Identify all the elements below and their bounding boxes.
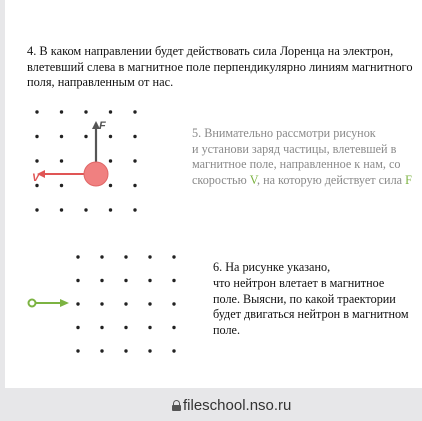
field-dot xyxy=(124,326,127,329)
field-dot xyxy=(35,208,38,211)
question-5-line-4 xyxy=(192,173,422,189)
field-dot xyxy=(84,110,87,113)
field-dot xyxy=(60,184,63,187)
field-dot xyxy=(148,255,151,258)
field-dot xyxy=(172,255,175,258)
document-page xyxy=(5,0,422,388)
lock-icon xyxy=(172,400,181,411)
field-dot xyxy=(148,302,151,305)
field-dot xyxy=(35,110,38,113)
field-dot xyxy=(100,302,103,305)
field-dot xyxy=(100,255,103,258)
field-dot xyxy=(60,110,63,113)
question-5-velocity-symbol: V xyxy=(249,172,257,187)
field-dot xyxy=(109,159,112,162)
field-dot xyxy=(133,184,136,187)
field-dot xyxy=(124,302,127,305)
question-5-line-1: 5. Внимательно рассмотри рисунок xyxy=(192,126,376,140)
field-dot xyxy=(148,326,151,329)
field-dot xyxy=(76,255,79,258)
question-5 xyxy=(192,126,422,188)
magnetic-field-dots-figure-5 xyxy=(35,110,136,211)
question-5-line-4-middle: , на которую действует сила xyxy=(256,172,406,187)
field-dot xyxy=(76,279,79,282)
question-5-line-3: магнитное поле, направленное к нам, со xyxy=(192,157,401,172)
field-dot xyxy=(35,135,38,138)
question-4-line-3: поля, направленным от нас. xyxy=(27,75,174,89)
field-dot xyxy=(100,326,103,329)
magnetic-field-dots-figure-6 xyxy=(76,255,175,352)
field-dot xyxy=(109,208,112,211)
field-dot xyxy=(84,135,87,138)
question-6 xyxy=(213,260,422,339)
field-dot xyxy=(109,135,112,138)
velocity-label: V xyxy=(32,172,40,184)
question-5-force-symbol: F xyxy=(405,172,412,187)
field-dot xyxy=(148,349,151,352)
field-dot xyxy=(133,159,136,162)
question-6-line-4: будет двигаться нейтрон в магнитном xyxy=(213,307,409,322)
field-dot xyxy=(172,279,175,282)
field-dot xyxy=(76,302,79,305)
field-dot xyxy=(35,159,38,162)
field-dot xyxy=(100,349,103,352)
field-dot xyxy=(124,349,127,352)
question-4-line-2: влетевший слева в магнитное поле перпендикулярно линиям магнитного xyxy=(27,59,413,74)
question-5-line-4-start: скоростью xyxy=(192,172,250,187)
field-dot xyxy=(84,208,87,211)
field-dot xyxy=(35,184,38,187)
field-dot xyxy=(133,135,136,138)
browser-address-bar xyxy=(0,388,422,421)
field-dot xyxy=(60,135,63,138)
field-dot xyxy=(124,255,127,258)
field-dot xyxy=(76,326,79,329)
field-dot xyxy=(60,208,63,211)
field-dot xyxy=(133,110,136,113)
field-dot xyxy=(148,279,151,282)
question-6-line-3: поле. Выясни, по какой траектории xyxy=(213,291,396,306)
field-dot xyxy=(172,326,175,329)
field-dot xyxy=(109,110,112,113)
field-dot xyxy=(124,279,127,282)
charged-particle xyxy=(84,162,108,186)
field-dot xyxy=(172,302,175,305)
neutron-particle xyxy=(29,300,36,307)
question-6-line-2: что нейтрон влетает в магнитное xyxy=(213,275,385,290)
question-5-line-2: и установи заряд частицы, влетевшей в xyxy=(192,141,397,156)
url-text: fileschool.nso.ru xyxy=(183,397,292,414)
force-label: F xyxy=(99,120,106,132)
field-dot xyxy=(60,159,63,162)
question-6-line-1: 6. На рисунке указано, xyxy=(213,260,331,274)
field-dot xyxy=(172,349,175,352)
question-4-line-1: 4. В каком направлении будет действовать сила Лоренца на электрон, xyxy=(27,44,394,58)
field-dot xyxy=(109,184,112,187)
field-dot xyxy=(76,349,79,352)
field-dot xyxy=(133,208,136,211)
question-6-line-5: поле. xyxy=(213,323,240,338)
url-display[interactable] xyxy=(172,397,291,414)
field-dot xyxy=(100,279,103,282)
